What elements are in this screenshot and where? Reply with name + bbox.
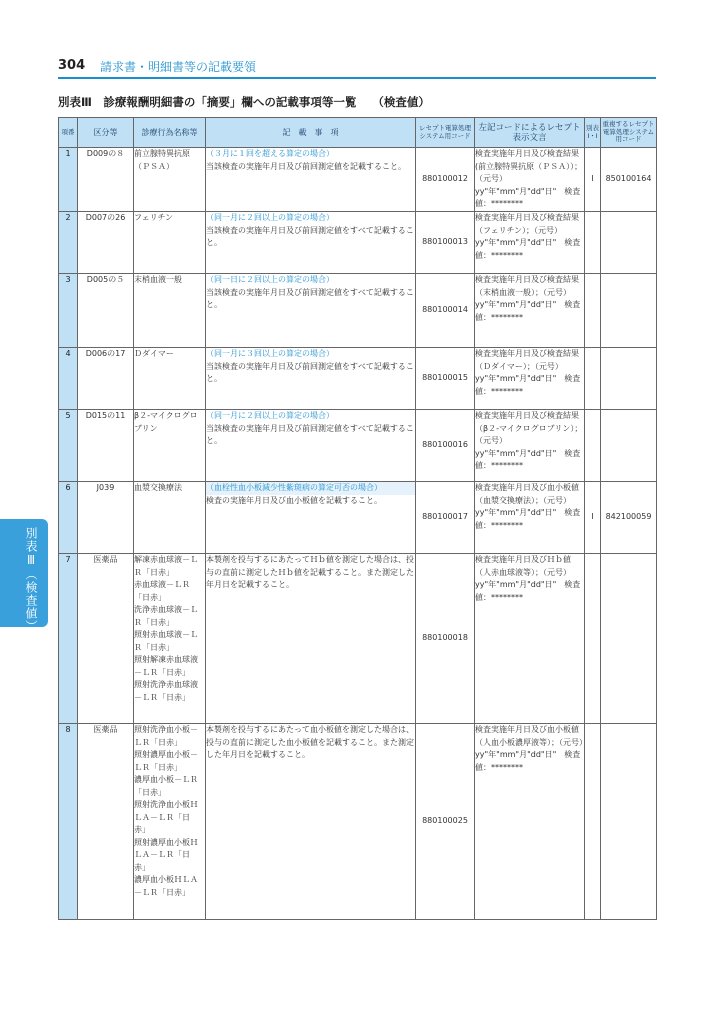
row-description-text: 当該検査の実施年月日及び前回測定値をすべて記載すること。 <box>206 423 414 445</box>
row-category: D009の８ <box>78 148 134 212</box>
row-description <box>206 724 416 920</box>
row-number: 8 <box>59 724 78 920</box>
column-header-display: 左記コードによるレセプト表示文言 <box>475 118 585 148</box>
table-row <box>59 482 657 554</box>
row-condition-note: （３月に１回を超える算定の場合） <box>206 149 334 158</box>
row-duplicate-code <box>601 410 657 482</box>
row-name: 解凍赤血球液－ＬＲ「日赤」 赤血球液－ＬＲ「日赤」 洗浄赤血球液－ＬＲ「日赤」 照射赤血球液－ＬＲ「日赤」 照射解凍赤血球液－ＬＲ「日赤」 照射洗浄赤血球液－ＬＲ「日赤」 <box>134 554 206 724</box>
row-description-text: 本製剤を投与するにあたって血小板値を測定した場合は、投与の直前に測定した血小板値を記載すること。また測定した年月日を記載すること。 <box>206 725 414 759</box>
row-shift-mark <box>585 554 601 724</box>
table-title <box>58 94 430 110</box>
row-number: 1 <box>59 148 78 212</box>
row-description <box>206 148 416 212</box>
row-duplicate-code <box>601 348 657 410</box>
row-display-text: 検査実施年月日及びＨｂ値（人赤血球液等）；（元号）yy"年"mm"月"dd"日" 検査値：******** <box>475 554 585 724</box>
header-divider <box>58 77 656 79</box>
row-name: Ｄダイマー <box>134 348 206 410</box>
row-number: 6 <box>59 482 78 554</box>
row-number: 3 <box>59 274 78 348</box>
row-shift-mark <box>585 724 601 920</box>
table-row <box>59 724 657 920</box>
row-description-text: 当該検査の実施年月日及び前回測定値をすべて記載すること。 <box>206 287 414 309</box>
row-display-text: 検査実施年月日及び検査結果(前立腺特異抗原（ＰＳＡ））；（元号）yy"年"mm"月"dd"日" 検査値：******** <box>475 148 585 212</box>
column-header-category: 区分等 <box>78 118 134 148</box>
row-category: D006の17 <box>78 348 134 410</box>
row-condition-note: （血栓性血小板減少性紫斑病の算定可否の場合） <box>206 482 415 495</box>
row-number: 7 <box>59 554 78 724</box>
row-name: 前立腺特異抗原（ＰＳＡ） <box>134 148 206 212</box>
row-code: 880100012 <box>416 148 475 212</box>
row-name: β２-マイクログロブリン <box>134 410 206 482</box>
row-description <box>206 482 416 554</box>
row-duplicate-code <box>601 554 657 724</box>
column-header-shift: 別表Ⅰ・Ⅰ <box>585 118 601 148</box>
row-duplicate-code <box>601 212 657 274</box>
row-description <box>206 554 416 724</box>
section-side-tab <box>0 519 48 633</box>
row-name: 照射洗浄血小板－ＬＲ「日赤」 照射濃厚血小板－ＬＲ「日赤」 濃厚血小板－ＬＲ「日赤」 照射洗浄血小板ＨＬＡ－ＬＲ「日赤」 照射濃厚血小板ＨＬＡ－ＬＲ「日赤」 濃厚血小板ＨＬＡ－ＬＲ「日赤」 <box>134 724 206 920</box>
row-number: 4 <box>59 348 78 410</box>
row-description-text: 当該検査の実施年月日及び前回測定値をすべて記載すること。 <box>206 225 414 247</box>
row-category: J039 <box>78 482 134 554</box>
side-tab-label: 別表Ⅲ（検査値） <box>24 527 38 633</box>
table-title-main: 別表Ⅲ 診療報酬明細書の「摘要」欄への記載事項等一覧 <box>58 95 357 109</box>
row-description <box>206 410 416 482</box>
entries-table <box>58 117 657 920</box>
row-code: 880100013 <box>416 212 475 274</box>
row-code: 880100018 <box>416 554 475 724</box>
row-name: フェリチン <box>134 212 206 274</box>
row-display-text: 検査実施年月日及び血小板値（人血小板濃厚液等）；（元号）yy"年"mm"月"dd"日" 検査値：******** <box>475 724 585 920</box>
row-code: 880100014 <box>416 274 475 348</box>
row-name: 血漿交換療法 <box>134 482 206 554</box>
row-shift-mark <box>585 274 601 348</box>
row-display-text: 検査実施年月日及び血小板値（血漿交換療法）；（元号）yy"年"mm"月"dd"日" 検査値：******** <box>475 482 585 554</box>
row-display-text: 検査実施年月日及び検査結果（Ｄダイマー）；（元号）yy"年"mm"月"dd"日" 検査値：******** <box>475 348 585 410</box>
row-description <box>206 274 416 348</box>
table-row <box>59 348 657 410</box>
row-code: 880100017 <box>416 482 475 554</box>
row-duplicate-code <box>601 724 657 920</box>
row-condition-note: （同一月に３回以上の算定の場合） <box>206 349 334 358</box>
running-title: 請求書・明細書等の記載要領 <box>100 60 257 74</box>
row-name: 末梢血液一般 <box>134 274 206 348</box>
row-description <box>206 348 416 410</box>
table-row <box>59 148 657 212</box>
row-display-text: 検査実施年月日及び検査結果（フェリチン）；（元号）yy"年"mm"月"dd"日" 検査値：******** <box>475 212 585 274</box>
row-category: D005の５ <box>78 274 134 348</box>
page-number: 304 <box>58 58 86 73</box>
row-code: 880100015 <box>416 348 475 410</box>
row-description-text: 当該検査の実施年月日及び前回測定値をすべて記載すること。 <box>206 361 414 383</box>
row-condition-note: （同一日に２回以上の算定の場合） <box>206 275 334 284</box>
row-duplicate-code <box>601 274 657 348</box>
table-row <box>59 274 657 348</box>
row-code: 880100025 <box>416 724 475 920</box>
row-description <box>206 212 416 274</box>
row-number: 2 <box>59 212 78 274</box>
row-category: 医薬品 <box>78 554 134 724</box>
column-header-no: 項番 <box>59 118 78 148</box>
row-description-text: 本製剤を投与するにあたってＨｂ値を測定した場合は、投与の直前に測定したＨｂ値を記載すること。また測定した年月日を記載すること。 <box>206 555 414 589</box>
row-description-text: 検査の実施年月日及び血小板値を記載すること。 <box>206 495 382 505</box>
row-shift-mark <box>585 348 601 410</box>
row-condition-note: （同一月に２回以上の算定の場合） <box>206 411 334 420</box>
row-shift-mark: Ⅰ <box>585 482 601 554</box>
row-category: D015の11 <box>78 410 134 482</box>
row-description-text: 当該検査の実施年月日及び前回測定値を記載すること。 <box>206 161 406 171</box>
row-shift-mark: Ⅰ <box>585 148 601 212</box>
column-header-name: 診療行為名称等 <box>134 118 206 148</box>
row-shift-mark <box>585 410 601 482</box>
row-number: 5 <box>59 410 78 482</box>
column-header-description: 記 載 事 項 <box>206 118 416 148</box>
row-shift-mark <box>585 212 601 274</box>
table-title-suffix: （検査値） <box>372 95 430 109</box>
row-category: 医薬品 <box>78 724 134 920</box>
row-category: D007の26 <box>78 212 134 274</box>
row-condition-note: （同一月に２回以上の算定の場合） <box>206 213 334 222</box>
table-header-row <box>59 118 657 148</box>
table-row <box>59 410 657 482</box>
column-header-kcode: 重複するレセプト電算処理システム用コード <box>601 118 657 148</box>
row-duplicate-code: 850100164 <box>601 148 657 212</box>
row-code: 880100016 <box>416 410 475 482</box>
row-duplicate-code: 842100059 <box>601 482 657 554</box>
row-display-text: 検査実施年月日及び検査結果（末梢血液一般）；（元号）yy"年"mm"月"dd"日" 検査値：******** <box>475 274 585 348</box>
table-row <box>59 212 657 274</box>
column-header-code: レセプト電算処理システム用コード <box>416 118 475 148</box>
row-display-text: 検査実施年月日及び検査結果（β２-マイクログロブリン）；（元号）yy"年"mm"月"dd"日" 検査値：******** <box>475 410 585 482</box>
table-row <box>59 554 657 724</box>
